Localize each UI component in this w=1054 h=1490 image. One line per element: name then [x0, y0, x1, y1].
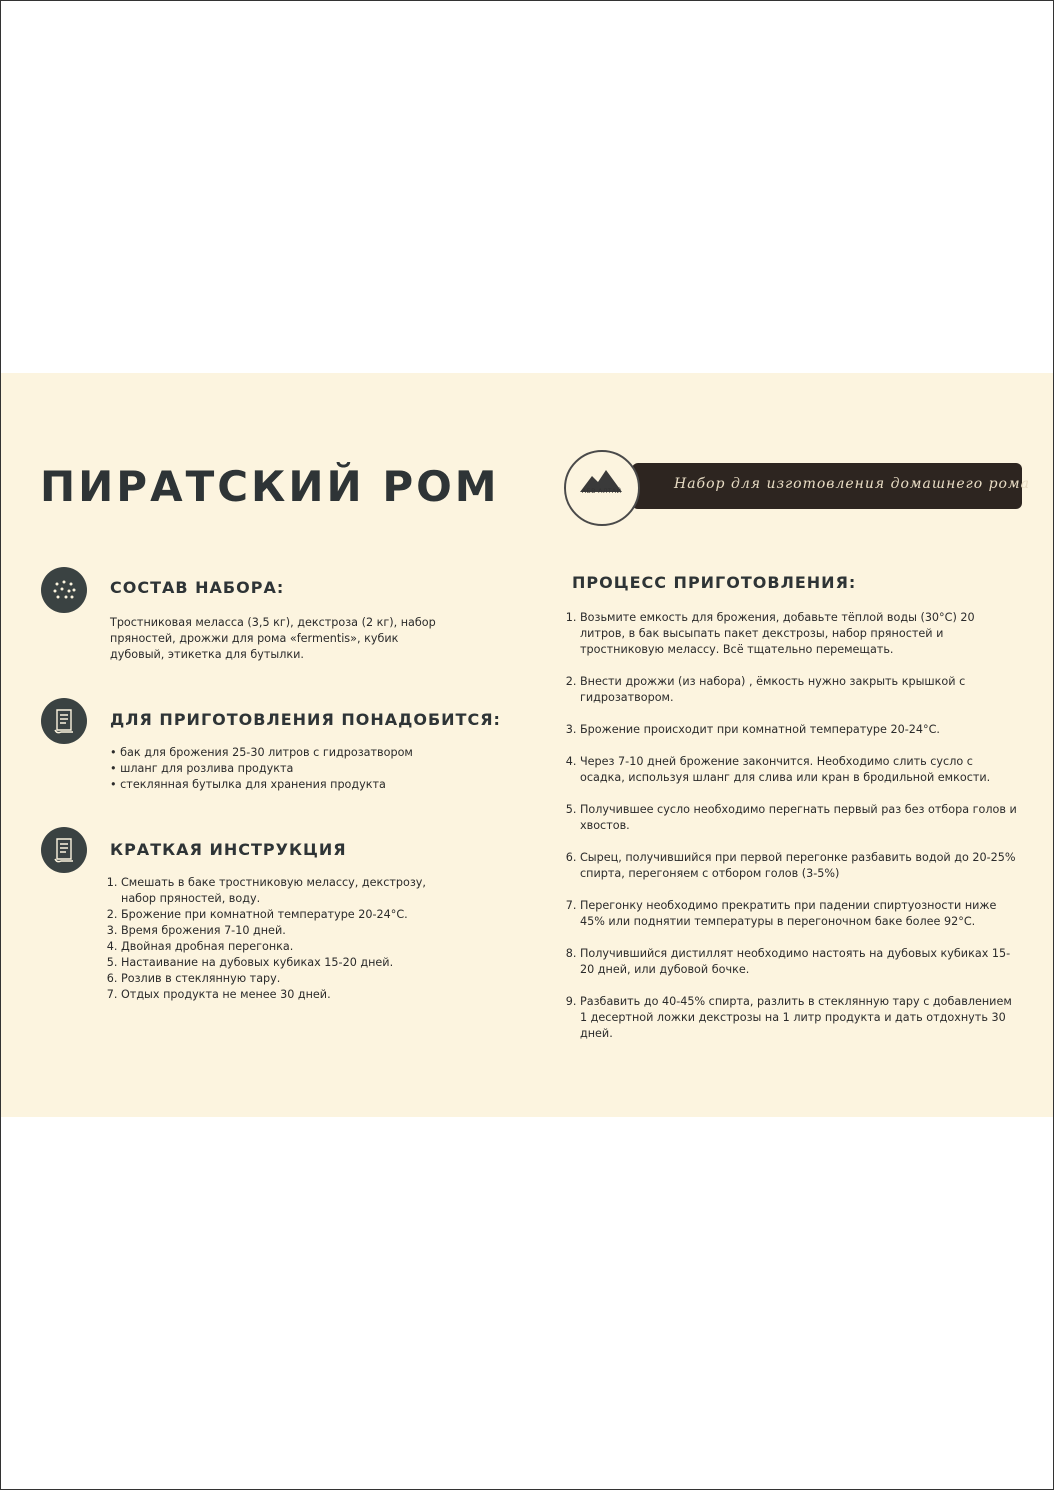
kit-heading: СОСТАВ НАБОРА:: [110, 578, 285, 597]
brief-list: [107, 875, 447, 1003]
list-item: 2. Внести дрожжи (из набора) , ёмкость нужно закрыть крышкой с гидрозатвором.: [580, 674, 1021, 706]
list-item: 1. Смешать в баке тростниковую мелассу, декстрозу, набор пряностей, воду.: [121, 875, 447, 907]
list-item: 4. Двойная дробная перегонка.: [121, 939, 447, 955]
list-item: 6. Сырец, получившийся при первой перегонке разбавить водой до 20-25% спирта, перегоняем с отбором голов (3-5%): [580, 850, 1021, 882]
scroll-icon: [41, 827, 87, 873]
process-heading: ПРОЦЕСС ПРИГОТОВЛЕНИЯ:: [572, 573, 857, 592]
page-title: ПИРАТСКИЙ РОМ: [40, 462, 500, 511]
needed-heading: ДЛЯ ПРИГОТОВЛЕНИЯ ПОНАДОБИТСЯ:: [110, 710, 501, 729]
list-item: 3. Время брожения 7-10 дней.: [121, 923, 447, 939]
scroll-icon: [41, 698, 87, 744]
list-item: • стеклянная бутылка для хранения продукта: [110, 777, 490, 793]
list-item: 3. Брожение происходит при комнатной температуре 20-24°С.: [580, 722, 1021, 738]
kit-text: [110, 615, 470, 663]
kit-line: дубовый, этикетка для бутылки.: [110, 648, 304, 661]
needed-list: [110, 745, 490, 793]
list-item: 6. Розлив в стеклянную тару.: [121, 971, 447, 987]
logo-text: АБВ АЛТАЙ: [582, 488, 622, 495]
list-item: • шланг для розлива продукта: [110, 761, 490, 777]
list-item: • бак для брожения 25-30 литров с гидрозатвором: [110, 745, 490, 761]
list-item: 5. Получившее сусло необходимо перегнать первый раз без отбора голов и хвостов.: [580, 802, 1021, 834]
kit-line: пряностей, дрожжи для рома «fermentis», кубик: [110, 632, 399, 645]
ribbon-text: Набор для изготовления домашнего рома: [674, 476, 1030, 492]
list-item: 1. Возьмите емкость для брожения, добавьте тёплой воды (30°С) 20 литров, в бак высыпать пакет декстрозы, набор пряностей и тростниковую мелассу. Всё тщательно перемещать.: [580, 610, 1021, 658]
list-item: 7. Перегонку необходимо прекратить при падении спиртуозности ниже 45% или поднятии температуры в перегоночном баке более 92°С.: [580, 898, 1021, 930]
brief-heading: КРАТКАЯ ИНСТРУКЦИЯ: [110, 840, 347, 859]
process-list: [566, 610, 1021, 1058]
list-item: 5. Настаивание на дубовых кубиках 15-20 дней.: [121, 955, 447, 971]
kit-line: Тростниковая меласса (3,5 кг), декстроза (2 кг), набор: [110, 616, 436, 629]
list-item: 7. Отдых продукта не менее 30 дней.: [121, 987, 447, 1003]
list-item: 4. Через 7-10 дней брожение закончится. Необходимо слить сусло с осадка, используя шланг для слива или кран в бродильной емкости.: [580, 754, 1021, 786]
list-item: 9. Разбавить до 40-45% спирта, разлить в стеклянную тару с добавлением 1 десертной ложки декстрозы на 1 литр продукта и дать отдохнуть 30 дней.: [580, 994, 1021, 1042]
list-item: 8. Получившийся дистиллят необходимо настоять на дубовых кубиках 15-20 дней, или дубовой бочке.: [580, 946, 1021, 978]
dots-icon: [41, 567, 87, 613]
list-item: 2. Брожение при комнатной температуре 20-24°С.: [121, 907, 447, 923]
